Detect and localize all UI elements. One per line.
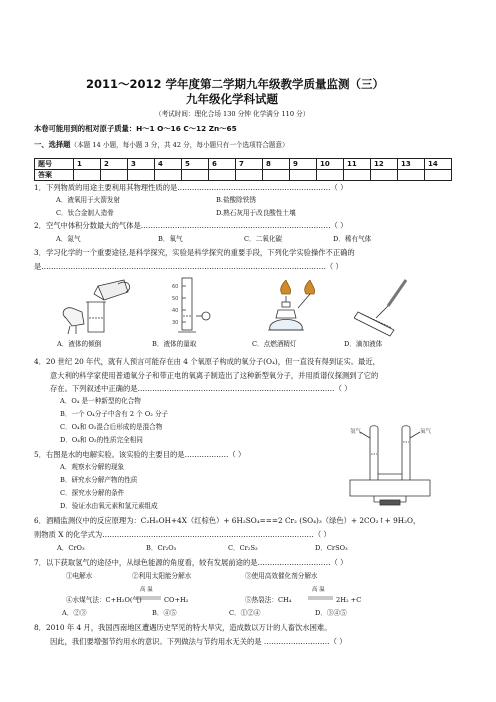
q2-option-a: A．氮气 (56, 235, 81, 243)
q7-choice-c: C．①②④ (229, 609, 261, 617)
scale-label: 30 (172, 320, 179, 326)
q2-option-c: C．二氧化碳 (244, 235, 283, 243)
section-desc: （本题 14 小题，每小题 3 分，共 42 分，每小题只有一个选项符合题意） (70, 141, 289, 149)
question-number: 10 (317, 159, 344, 170)
answer-table (34, 158, 452, 181)
q1-option-a: A．液氧用于火箭发射 (56, 196, 121, 204)
question-number: 12 (371, 159, 398, 170)
question-number: 7 (236, 159, 263, 170)
scale-label: 50 (172, 296, 179, 302)
q2-stem: 2．空气中体积分数最大的气体是……………………………………………………………………（ ） (34, 221, 348, 230)
q1-option-d: D.熟石灰用于改良酸性土壤 (216, 209, 296, 217)
answer-cell[interactable] (263, 170, 290, 181)
answer-label: 答案 (35, 170, 74, 181)
q4-option-c: C．O₄和 O₂混合后形成的是混合物 (60, 423, 163, 431)
q7-option-1: ①电解水 (66, 572, 93, 580)
q2-option-b: B．氧气 (158, 235, 183, 243)
q4-stem-line3: 存在。下列叙述中正确的是………………………………………………………………………（ ） (50, 384, 352, 393)
q5-option-c: C．探究水分解的条件 (60, 489, 125, 497)
exam-info: （考试时间：理化合场 130 分钟 化学满分 110 分） (155, 110, 310, 118)
question-number-label: 题号 (35, 159, 74, 170)
question-number: 1 (74, 159, 101, 170)
section-header (34, 141, 289, 149)
answer-table-answer-row (35, 170, 452, 181)
q7-choice-a: A．②③ (62, 609, 87, 617)
q6-option-b: B．Cr₂O₃ (146, 544, 177, 552)
q7-option-4: ④水煤气法：C+H₂O(气) (66, 596, 142, 604)
scale-label: 40 (172, 308, 179, 314)
alcohol-lamp-illustration (256, 280, 328, 338)
answer-table-header-row (35, 159, 452, 170)
q7-option-4-product: CO+H₂ (164, 596, 189, 604)
q4-option-b: B．一个 O₄分子中含有 2 个 O₂ 分子 (60, 410, 169, 418)
q8-stem-line1: 8．2010 年 4 月，我国西南地区遭遇历史罕见的特大旱灾，造成数以万计的人畜饮水困难。 (34, 623, 332, 632)
q3-option-b: B．液体的量取 (152, 340, 197, 348)
q1-option-c: C．钛合金制人造骨 (56, 209, 114, 217)
question-number: 13 (398, 159, 425, 170)
q8-stem-line2: 因此，我们要增强节约用水的意识。下列做法与节约用水无关的是 ………………………（ ） (50, 637, 347, 646)
exam-subtitle: 九年级化学科试题 (186, 92, 278, 106)
oxygen-label: 氧气 (420, 429, 432, 435)
answer-cell[interactable] (101, 170, 128, 181)
q7-option-5: ⑤热裂法：CH₄ (245, 596, 292, 604)
section-title: 一、选择题 (34, 140, 71, 149)
answer-cell[interactable] (128, 170, 155, 181)
q6-option-c: C．Cr₂S₃ (228, 544, 258, 552)
answer-cell[interactable] (182, 170, 209, 181)
graduated-cylinder-illustration (160, 276, 220, 336)
answer-cell[interactable] (290, 170, 317, 181)
reaction-arrow (308, 595, 334, 601)
question-number: 2 (101, 159, 128, 170)
q3-stem-line1: 3．学习化学的一个重要途径,是科学探究，实验是科学探究的重要手段，下列化学实验操作不正确的 (34, 248, 355, 257)
question-number: 9 (290, 159, 317, 170)
q3-option-a: A．液体的倾倒 (57, 340, 102, 348)
q6-option-a: A．CrO₃ (57, 544, 85, 552)
dropper-illustration (354, 278, 414, 338)
q7-option-3: ③使用高效催化剂分解水 (245, 572, 318, 580)
answer-cell[interactable] (209, 170, 236, 181)
q7-option-5-product: 2H₂ +C (336, 596, 362, 604)
atomic-mass-line (34, 125, 237, 132)
atomic-mass-label: 本卷可能用到的相对原子质量： (34, 124, 137, 133)
answer-cell[interactable] (398, 170, 425, 181)
q4-option-d: D．O₄和 O₂的性质完全相同 (60, 436, 143, 444)
q5-option-d: D．验证水由氧元素和氢元素组成 (60, 502, 158, 510)
q7-option-2: ②利用太阳能分解水 (132, 572, 192, 580)
question-number: 11 (344, 159, 371, 170)
water-electrolysis-apparatus (340, 424, 444, 506)
answer-cell[interactable] (74, 170, 101, 181)
q4-stem-line1: 4．20 世纪 20 年代，就有人预言可能存在由 4 个氧原子构成的氧分子(O₄)，但一直没有得到证实。最近， (34, 357, 380, 366)
exam-title: 2011～2012 学年度第二学期九年级教学质量监测（三） (86, 77, 385, 91)
answer-cell[interactable] (425, 170, 452, 181)
answer-cell[interactable] (236, 170, 263, 181)
reaction-condition: 高 温 (312, 587, 325, 593)
scale-label: 60 (172, 284, 179, 290)
q4-option-a: A．O₄ 是一种新型的化合物 (60, 397, 141, 405)
question-number: 5 (182, 159, 209, 170)
reaction-condition: 高 温 (140, 587, 153, 593)
hydrogen-label: 氢气 (350, 429, 362, 435)
question-number: 14 (425, 159, 452, 170)
q3-stem-line2: 是………………………………………………………………………………………………………（ ） (34, 262, 343, 271)
q5-option-b: B．研究水分解产物的性质 (60, 476, 138, 484)
q6-stem-line1: 6．酒精监测仪中的反应原理为：C₂H₅OH+4X（红棕色）+ 6H₂SO₄===2 Cr₂ (SO₄)₃（绿色）+ 2CO₂↑+ 9H₂O， (34, 516, 421, 525)
answer-cell[interactable] (155, 170, 182, 181)
answer-cell[interactable] (317, 170, 344, 181)
question-number: 3 (128, 159, 155, 170)
answer-cell[interactable] (371, 170, 398, 181)
reaction-arrow (136, 595, 162, 601)
q5-stem: 5．右图是水的电解实验。该实验的主要目的是………………（ ） (34, 450, 246, 459)
q3-option-c: C．点燃酒精灯 (252, 340, 297, 348)
q1-stem: 1．下列物质的用途主要利用其物理性质的是………………………………………………………（ ） (34, 183, 348, 192)
q3-option-d: D．滴加液体 (344, 340, 383, 348)
q5-option-a: A．观察水分解的现象 (60, 463, 125, 471)
q1-option-b: B.盐酸除铁锈 (216, 196, 256, 204)
atomic-mass-values: H～1 O～16 C～12 Zn～65 (136, 124, 237, 133)
answer-cell[interactable] (344, 170, 371, 181)
question-number: 6 (209, 159, 236, 170)
q4-stem-line2: 意大利的科学家使用普通氧分子和带正电的氧离子制造出了这种新型氧分子，并用质谱仪探测到了它的 (50, 371, 379, 380)
q6-stem-line2: 则物质 X 的化学式为……………………………………………………………………………（ ） (34, 530, 331, 539)
q7-choice-b: B．④⑤ (152, 609, 177, 617)
q7-stem: 7．以下获取氢气的途径中，从绿色能源的角度看，较有发展前途的是…………………………（ ） (34, 558, 348, 567)
q2-option-d: D．稀有气体 (333, 235, 372, 243)
q6-option-d: D．CrSO₃ (315, 544, 348, 552)
q7-choice-d: D．③④⑤ (315, 609, 347, 617)
pouring-liquid-illustration (58, 278, 136, 336)
question-number: 4 (155, 159, 182, 170)
question-number: 8 (263, 159, 290, 170)
